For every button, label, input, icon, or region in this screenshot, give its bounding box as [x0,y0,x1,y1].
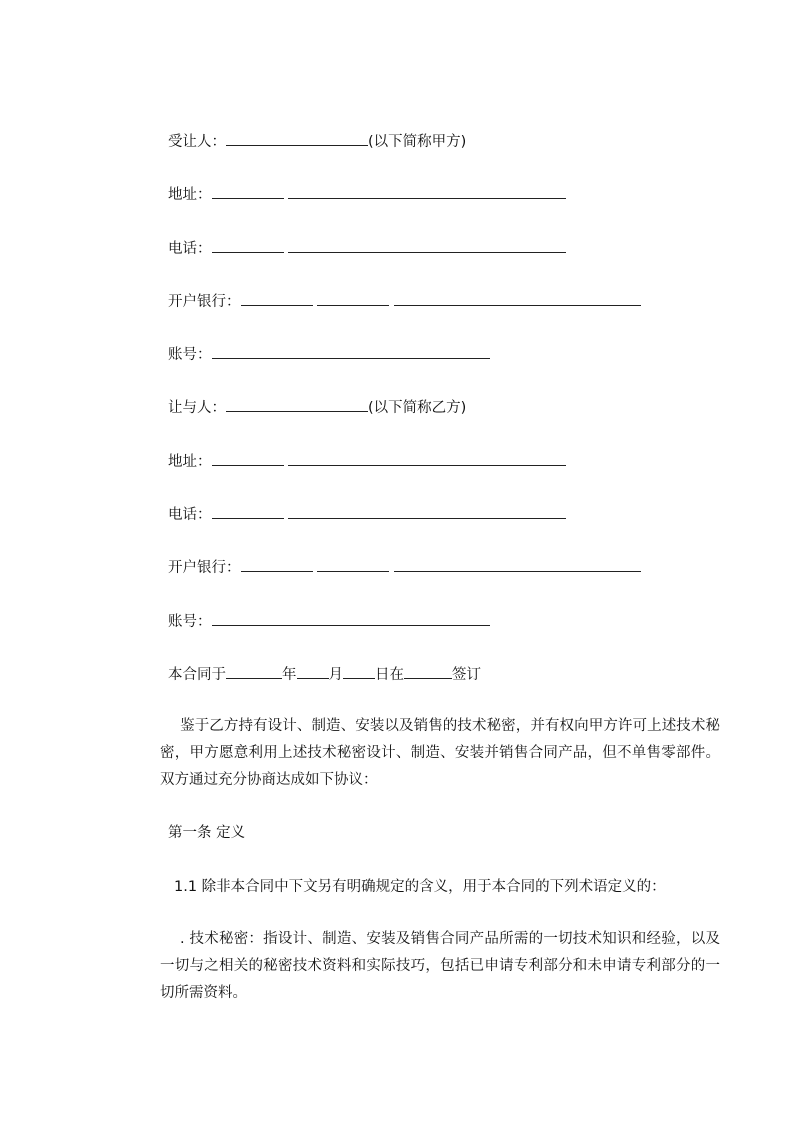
party-a-phone-label: 电话： [168,241,212,257]
party-b-address-label: 地址： [168,454,212,470]
definition-text: . 技术秘密：指设计、制造、安装及销售合同产品所需的一切技术知识和经验，以及一切与之相关的秘密技术资料和实际技巧，包括已申请专利部分和未申请专利部分的一切所需资料。 [160,931,720,1001]
clause-1-1: 1.1 除非本合同中下文另有明确规定的含义，用于本合同的下列术语定义的： [174,879,666,895]
party-b-label: 让与人： [168,400,226,416]
party-b-address-row [168,451,566,472]
signing-month-label: 月 [328,667,343,683]
signing-row [168,664,481,685]
party-b-bank-label: 开户银行： [168,560,241,576]
party-b-account-row [168,611,490,632]
party-a-bank-row [168,291,641,312]
party-a-bank-blank-2[interactable] [317,291,389,306]
party-a-address-blank-1[interactable] [212,184,284,199]
party-b-phone-blank-2[interactable] [288,504,566,519]
party-a-phone-blank-1[interactable] [212,238,284,253]
party-a-phone-blank-2[interactable] [288,238,566,253]
article-1-title: 第一条 定义 [168,825,246,841]
party-a-phone-row [168,238,566,259]
signing-year-label: 年 [282,667,297,683]
party-a-bank-label: 开户银行： [168,294,241,310]
party-a-name-blank[interactable] [226,131,368,146]
party-a-address-label: 地址： [168,187,212,203]
party-a-bank-blank-1[interactable] [241,291,313,306]
signing-month-blank[interactable] [297,664,329,679]
party-a-suffix: (以下简称甲方) [368,134,467,150]
party-a-row [168,131,466,152]
party-a-bank-blank-3[interactable] [394,291,641,306]
signing-year-blank[interactable] [226,664,282,679]
signing-prefix: 本合同于 [168,667,226,683]
party-b-row [168,397,466,418]
party-b-bank-blank-2[interactable] [317,557,389,572]
party-b-address-blank-1[interactable] [212,451,284,466]
party-b-phone-row [168,504,566,525]
party-b-bank-blank-3[interactable] [394,557,641,572]
party-b-name-blank[interactable] [226,397,368,412]
party-b-address-blank-2[interactable] [288,451,566,466]
party-b-bank-blank-1[interactable] [241,557,313,572]
party-b-suffix: (以下简称乙方) [368,400,467,416]
party-a-label: 受让人： [168,134,226,150]
party-a-address-row [168,184,566,205]
party-b-account-label: 账号： [168,614,212,630]
party-b-phone-label: 电话： [168,507,212,523]
party-a-account-row [168,344,490,365]
preamble-paragraph [160,713,720,794]
party-a-account-blank[interactable] [212,344,490,359]
party-b-account-blank[interactable] [212,611,490,626]
party-b-bank-row [168,557,641,578]
party-a-address-blank-2[interactable] [288,184,566,199]
signing-place-blank[interactable] [404,664,452,679]
definition-paragraph [160,926,720,1007]
signing-day-blank[interactable] [343,664,375,679]
party-a-account-label: 账号： [168,347,212,363]
signing-sign-label: 签订 [452,667,481,683]
party-b-phone-blank-1[interactable] [212,504,284,519]
preamble-text: 鉴于乙方持有设计、制造、安装以及销售的技术秘密，并有权向甲方许可上述技术秘密，甲方愿意利用上述技术秘密设计、制造、安装并销售合同产品，但不单售零部件。双方通过充分协商达成如下协议： [160,718,720,788]
signing-day-label: 日在 [375,667,404,683]
